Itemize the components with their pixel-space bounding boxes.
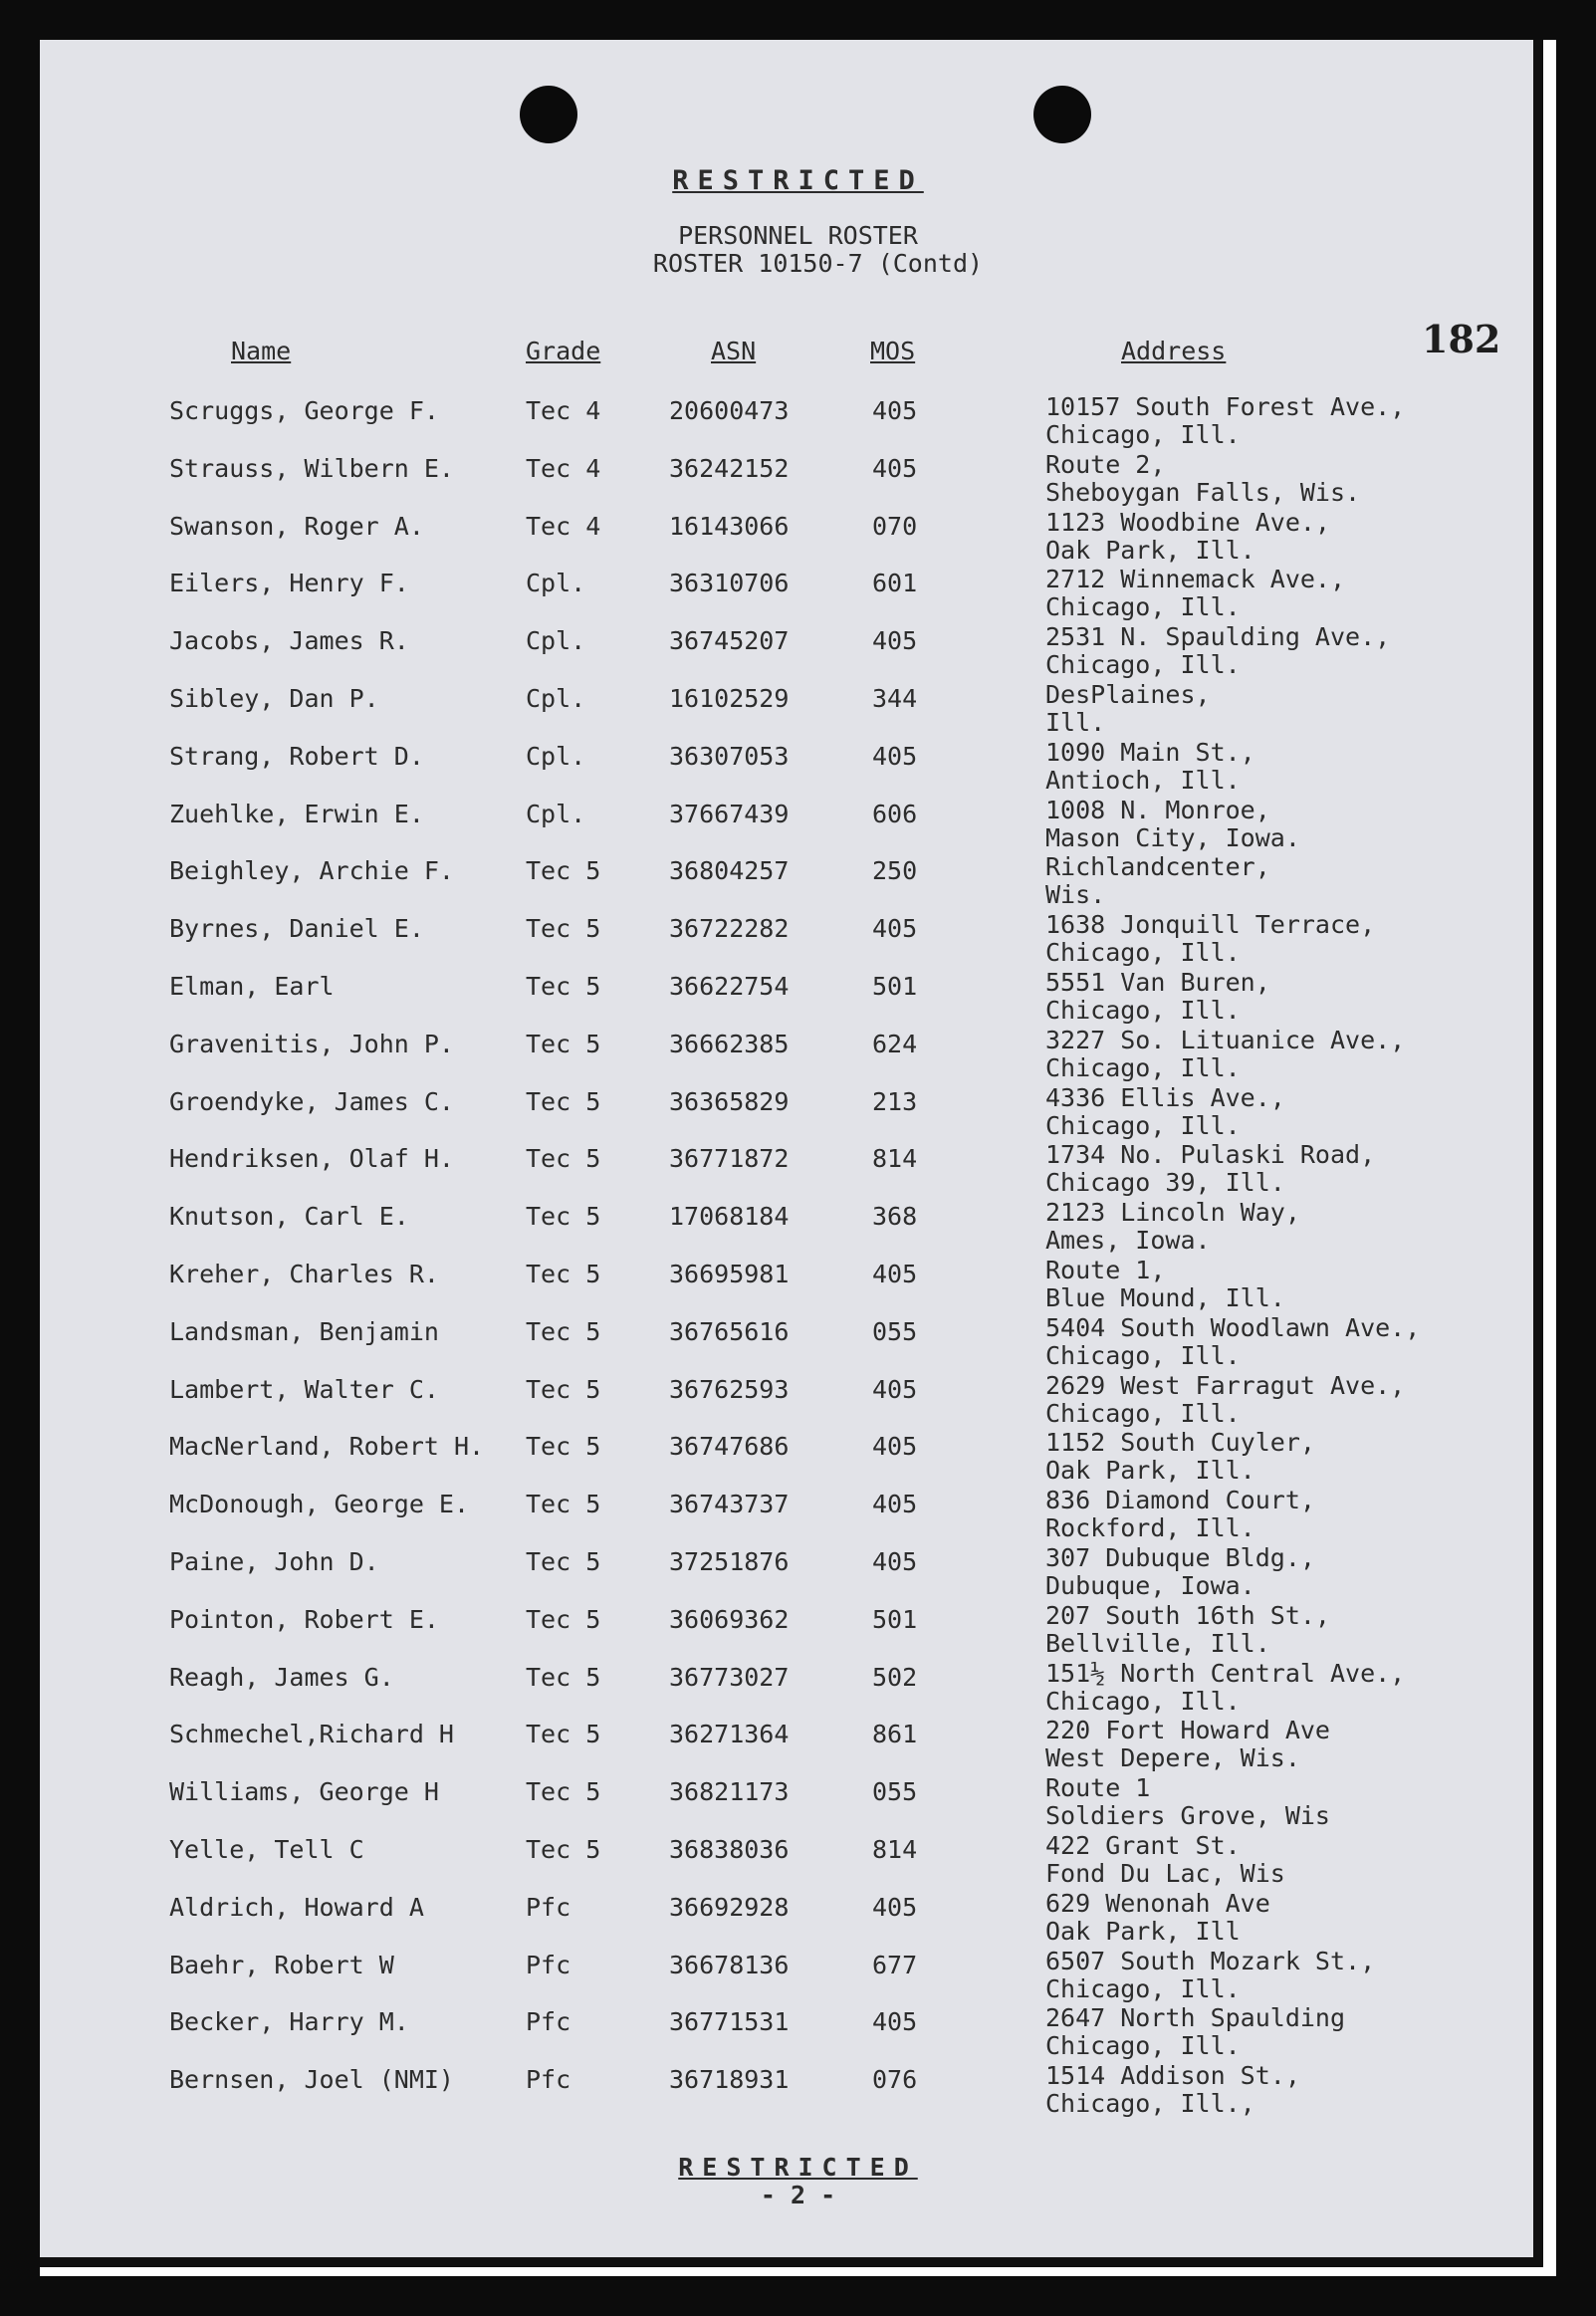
personnel-grade: Pfc [526, 2065, 571, 2095]
table-row [0, 1370, 1596, 1433]
personnel-mos: 405 [872, 2007, 918, 2037]
personnel-mos: 344 [872, 684, 918, 713]
personnel-grade: Cpl. [526, 569, 586, 598]
personnel-name: Elman, Earl [169, 972, 335, 1001]
personnel-mos: 405 [872, 1892, 918, 1922]
personnel-asn: 36722282 [669, 914, 790, 944]
table-row [0, 392, 1596, 454]
personnel-mos: 677 [872, 1950, 918, 1979]
personnel-mos: 405 [872, 741, 918, 771]
address-line-1: 629 Wenonah Ave [1045, 1888, 1270, 1918]
personnel-grade: Tec 5 [526, 1720, 601, 1749]
personnel-mos: 405 [872, 626, 918, 656]
address-line-2: Chicago, Ill., [1045, 2089, 1255, 2119]
address-line-2: Chicago, Ill. [1045, 420, 1241, 449]
address-line-1: 1514 Addison St., [1045, 2061, 1300, 2091]
table-row [0, 795, 1596, 857]
personnel-mos: 405 [872, 1374, 918, 1404]
personnel-asn: 36069362 [669, 1604, 790, 1634]
address-line-2: Soldiers Grove, Wis [1045, 1801, 1330, 1831]
personnel-mos: 501 [872, 1604, 918, 1634]
personnel-mos: 213 [872, 1086, 918, 1116]
address-line-1: Route 1 [1045, 1773, 1151, 1803]
address-line-1: 2531 N. Spaulding Ave., [1045, 622, 1391, 652]
personnel-name: Strang, Robert D. [169, 741, 424, 771]
address-line-2: Chicago, Ill. [1045, 1110, 1241, 1140]
address-line-2: Chicago, Ill. [1045, 592, 1241, 622]
personnel-name: Sibley, Dan P. [169, 684, 379, 713]
roster-subtitle: ROSTER 10150-7 (Contd) [652, 249, 984, 278]
address-line-1: 5404 South Woodlawn Ave., [1045, 1312, 1421, 1342]
column-header-name: Name [231, 337, 292, 365]
address-line-2: Chicago, Ill. [1045, 1398, 1241, 1428]
personnel-mos: 055 [872, 1777, 918, 1807]
address-line-2: Chicago, Ill. [1045, 650, 1241, 680]
personnel-asn: 36747686 [669, 1432, 790, 1462]
restricted-footer: RESTRICTED [678, 2153, 918, 2182]
personnel-name: Knutson, Carl E. [169, 1202, 409, 1232]
address-line-1: 10157 South Forest Ave., [1045, 392, 1406, 421]
address-line-2: Rockford, Ill. [1045, 1513, 1255, 1543]
personnel-name: Jacobs, James R. [169, 626, 409, 656]
address-line-1: 151½ North Central Ave., [1045, 1658, 1406, 1688]
personnel-mos: 250 [872, 856, 918, 886]
personnel-grade: Cpl. [526, 799, 586, 828]
personnel-mos: 405 [872, 1547, 918, 1576]
address-line-1: 836 Diamond Court, [1045, 1486, 1315, 1515]
address-line-2: Chicago 39, Ill. [1045, 1168, 1285, 1198]
personnel-grade: Pfc [526, 1950, 571, 1979]
personnel-asn: 36743737 [669, 1490, 790, 1519]
address-line-1: 2629 West Farragut Ave., [1045, 1370, 1406, 1400]
personnel-name: Eilers, Henry F. [169, 569, 409, 598]
personnel-grade: Tec 5 [526, 1604, 601, 1634]
personnel-asn: 36242152 [669, 453, 790, 483]
personnel-grade: Tec 4 [526, 396, 601, 425]
table-row [0, 1256, 1596, 1317]
personnel-mos: 624 [872, 1029, 918, 1058]
address-line-2: Chicago, Ill. [1045, 996, 1241, 1025]
personnel-asn: 16143066 [669, 511, 790, 541]
personnel-name: Pointon, Robert E. [169, 1604, 439, 1634]
personnel-asn: 36762593 [669, 1374, 790, 1404]
personnel-mos: 861 [872, 1720, 918, 1749]
personnel-name: Hendriksen, Olaf H. [169, 1144, 454, 1174]
address-line-1: 220 Fort Howard Ave [1045, 1716, 1330, 1745]
personnel-name: Aldrich, Howard A [169, 1892, 424, 1922]
personnel-mos: 405 [872, 453, 918, 483]
personnel-asn: 36310706 [669, 569, 790, 598]
personnel-asn: 36821173 [669, 1777, 790, 1807]
column-header-grade: Grade [526, 337, 601, 365]
table-row [0, 1658, 1596, 1721]
personnel-grade: Tec 5 [526, 1086, 601, 1116]
column-header-address: Address [1121, 337, 1227, 365]
punch-hole-right [1033, 86, 1091, 143]
personnel-grade: Tec 5 [526, 1432, 601, 1462]
personnel-mos: 405 [872, 396, 918, 425]
address-line-1: 2712 Winnemack Ave., [1045, 565, 1346, 594]
personnel-asn: 37667439 [669, 799, 790, 828]
address-line-2: Bellville, Ill. [1045, 1628, 1270, 1658]
personnel-mos: 501 [872, 972, 918, 1001]
address-line-2: Oak Park, Ill. [1045, 1456, 1255, 1486]
page-footer-number: - 2 - [760, 2181, 836, 2209]
personnel-mos: 055 [872, 1316, 918, 1346]
personnel-asn: 36773027 [669, 1662, 790, 1692]
personnel-name: Becker, Harry M. [169, 2007, 409, 2037]
personnel-grade: Pfc [526, 1892, 571, 1922]
personnel-name: Kreher, Charles R. [169, 1260, 439, 1288]
personnel-name: MacNerland, Robert H. [169, 1432, 485, 1462]
personnel-asn: 16102529 [669, 684, 790, 713]
personnel-grade: Cpl. [526, 626, 586, 656]
personnel-grade: Tec 5 [526, 1202, 601, 1232]
address-line-2: West Depere, Wis. [1045, 1743, 1300, 1773]
address-line-2: Dubuque, Iowa. [1045, 1571, 1255, 1600]
table-row [0, 1946, 1596, 2008]
personnel-name: Groendyke, James C. [169, 1086, 454, 1116]
address-line-1: 1008 N. Monroe, [1045, 795, 1270, 824]
personnel-mos: 601 [872, 569, 918, 598]
address-line-2: Sheboygan Falls, Wis. [1045, 477, 1361, 507]
table-row [0, 1831, 1596, 1893]
address-line-2: Chicago, Ill. [1045, 938, 1241, 968]
personnel-grade: Tec 5 [526, 1547, 601, 1576]
address-line-1: 207 South 16th St., [1045, 1600, 1330, 1630]
personnel-asn: 36695981 [669, 1260, 790, 1288]
table-row [0, 852, 1596, 914]
personnel-grade: Tec 5 [526, 972, 601, 1001]
personnel-mos: 405 [872, 1490, 918, 1519]
address-line-2: Oak Park, Ill [1045, 1916, 1241, 1946]
address-line-1: 2647 North Spaulding [1045, 2003, 1346, 2033]
roster-title: PERSONNEL ROSTER [678, 221, 918, 250]
table-row [0, 968, 1596, 1030]
address-line-1: 307 Dubuque Bldg., [1045, 1543, 1315, 1572]
personnel-grade: Tec 5 [526, 1374, 601, 1404]
personnel-mos: 814 [872, 1835, 918, 1864]
personnel-grade: Cpl. [526, 684, 586, 713]
personnel-asn: 36804257 [669, 856, 790, 886]
table-row [0, 565, 1596, 626]
personnel-name: McDonough, George E. [169, 1490, 470, 1519]
address-line-1: 3227 So. Lituanice Ave., [1045, 1025, 1406, 1054]
table-row [0, 680, 1596, 742]
personnel-grade: Tec 5 [526, 1029, 601, 1058]
table-row [0, 449, 1596, 512]
address-line-1: 6507 South Mozark St., [1045, 1946, 1376, 1975]
personnel-grade: Tec 5 [526, 1316, 601, 1346]
personnel-asn: 36692928 [669, 1892, 790, 1922]
personnel-asn: 36838036 [669, 1835, 790, 1864]
personnel-name: Baehr, Robert W [169, 1950, 394, 1979]
table-row [0, 2003, 1596, 2065]
personnel-grade: Tec 5 [526, 1662, 601, 1692]
personnel-asn: 36307053 [669, 741, 790, 771]
personnel-mos: 502 [872, 1662, 918, 1692]
address-line-2: Chicago, Ill. [1045, 1686, 1241, 1716]
address-line-2: Ames, Iowa. [1045, 1226, 1211, 1256]
table-row [0, 910, 1596, 972]
personnel-mos: 606 [872, 799, 918, 828]
personnel-name: Schmechel,Richard H [169, 1720, 454, 1749]
personnel-name: Reagh, James G. [169, 1662, 394, 1692]
personnel-grade: Tec 5 [526, 1260, 601, 1288]
address-line-2: Ill. [1045, 708, 1106, 737]
table-row [0, 1312, 1596, 1375]
table-row [0, 1025, 1596, 1087]
personnel-grade: Tec 5 [526, 1777, 601, 1807]
column-header-asn: ASN [711, 337, 757, 365]
personnel-name: Zuehlke, Erwin E. [169, 799, 424, 828]
address-line-2: Chicago, Ill. [1045, 1052, 1241, 1082]
personnel-name: Bernsen, Joel (NMI) [169, 2065, 454, 2095]
personnel-mos: 405 [872, 914, 918, 944]
table-row [0, 1140, 1596, 1202]
personnel-grade: Pfc [526, 2007, 571, 2037]
personnel-asn: 36745207 [669, 626, 790, 656]
punch-hole-left [520, 86, 577, 143]
restricted-header: RESTRICTED [672, 165, 924, 196]
address-line-2: Chicago, Ill. [1045, 1973, 1241, 2003]
address-line-1: 422 Grant St. [1045, 1831, 1241, 1860]
personnel-grade: Tec 5 [526, 856, 601, 886]
personnel-name: Swanson, Roger A. [169, 511, 424, 541]
address-line-1: 1734 No. Pulaski Road, [1045, 1140, 1376, 1170]
personnel-name: Strauss, Wilbern E. [169, 453, 454, 483]
personnel-grade: Tec 4 [526, 453, 601, 483]
personnel-grade: Tec 5 [526, 1835, 601, 1864]
personnel-name: Williams, George H [169, 1777, 439, 1807]
personnel-name: Gravenitis, John P. [169, 1029, 454, 1058]
personnel-asn: 37251876 [669, 1547, 790, 1576]
personnel-name: Scruggs, George F. [169, 396, 439, 425]
table-row [0, 1198, 1596, 1260]
address-line-1: 1152 South Cuyler, [1045, 1428, 1315, 1458]
personnel-asn: 36662385 [669, 1029, 790, 1058]
personnel-name: Landsman, Benjamin [169, 1316, 439, 1346]
personnel-grade: Tec 4 [526, 511, 601, 541]
personnel-name: Paine, John D. [169, 1547, 379, 1576]
address-line-2: Antioch, Ill. [1045, 765, 1241, 795]
address-line-1: 4336 Ellis Ave., [1045, 1082, 1285, 1112]
personnel-name: Byrnes, Daniel E. [169, 914, 424, 944]
address-line-1: Route 1, [1045, 1256, 1166, 1284]
personnel-name: Yelle, Tell C [169, 1835, 364, 1864]
table-row [0, 1428, 1596, 1490]
personnel-grade: Tec 5 [526, 1144, 601, 1174]
personnel-asn: 36718931 [669, 2065, 790, 2095]
table-row [0, 622, 1596, 684]
address-line-1: Richlandcenter, [1045, 852, 1270, 882]
address-line-1: 2123 Lincoln Way, [1045, 1198, 1300, 1228]
address-line-1: DesPlaines, [1045, 680, 1211, 709]
table-row [0, 1486, 1596, 1547]
personnel-mos: 814 [872, 1144, 918, 1174]
personnel-asn: 36365829 [669, 1086, 790, 1116]
table-row [0, 737, 1596, 800]
personnel-mos: 076 [872, 2065, 918, 2095]
address-line-2: Chicago, Ill. [1045, 2031, 1241, 2061]
personnel-asn: 17068184 [669, 1202, 790, 1232]
table-row [0, 507, 1596, 570]
address-line-2: Oak Park, Ill. [1045, 535, 1255, 565]
personnel-grade: Tec 5 [526, 1490, 601, 1519]
table-row [0, 1543, 1596, 1605]
page-number: 182 [1422, 317, 1501, 361]
address-line-2: Fond Du Lac, Wis [1045, 1859, 1285, 1888]
personnel-mos: 368 [872, 1202, 918, 1232]
table-row [0, 1082, 1596, 1145]
table-row [0, 1600, 1596, 1663]
personnel-name: Lambert, Walter C. [169, 1374, 439, 1404]
personnel-asn: 20600473 [669, 396, 790, 425]
address-line-1: Route 2, [1045, 449, 1166, 479]
address-line-1: 5551 Van Buren, [1045, 968, 1270, 997]
address-line-1: 1638 Jonquill Terrace, [1045, 910, 1376, 940]
column-header-mos: MOS [870, 337, 916, 365]
personnel-asn: 36678136 [669, 1950, 790, 1979]
address-line-2: Wis. [1045, 880, 1106, 910]
table-row [0, 2061, 1596, 2123]
personnel-asn: 36765616 [669, 1316, 790, 1346]
table-row [0, 1888, 1596, 1951]
personnel-grade: Tec 5 [526, 914, 601, 944]
personnel-asn: 36771531 [669, 2007, 790, 2037]
address-line-2: Chicago, Ill. [1045, 1340, 1241, 1370]
personnel-asn: 36622754 [669, 972, 790, 1001]
table-row [0, 1716, 1596, 1777]
personnel-asn: 36271364 [669, 1720, 790, 1749]
personnel-name: Beighley, Archie F. [169, 856, 454, 886]
address-line-2: Mason City, Iowa. [1045, 822, 1300, 852]
table-row [0, 1773, 1596, 1835]
personnel-mos: 405 [872, 1260, 918, 1288]
address-line-1: 1123 Woodbine Ave., [1045, 507, 1330, 537]
address-line-2: Blue Mound, Ill. [1045, 1283, 1285, 1312]
personnel-asn: 36771872 [669, 1144, 790, 1174]
personnel-mos: 405 [872, 1432, 918, 1462]
personnel-mos: 070 [872, 511, 918, 541]
personnel-grade: Cpl. [526, 741, 586, 771]
address-line-1: 1090 Main St., [1045, 737, 1255, 767]
